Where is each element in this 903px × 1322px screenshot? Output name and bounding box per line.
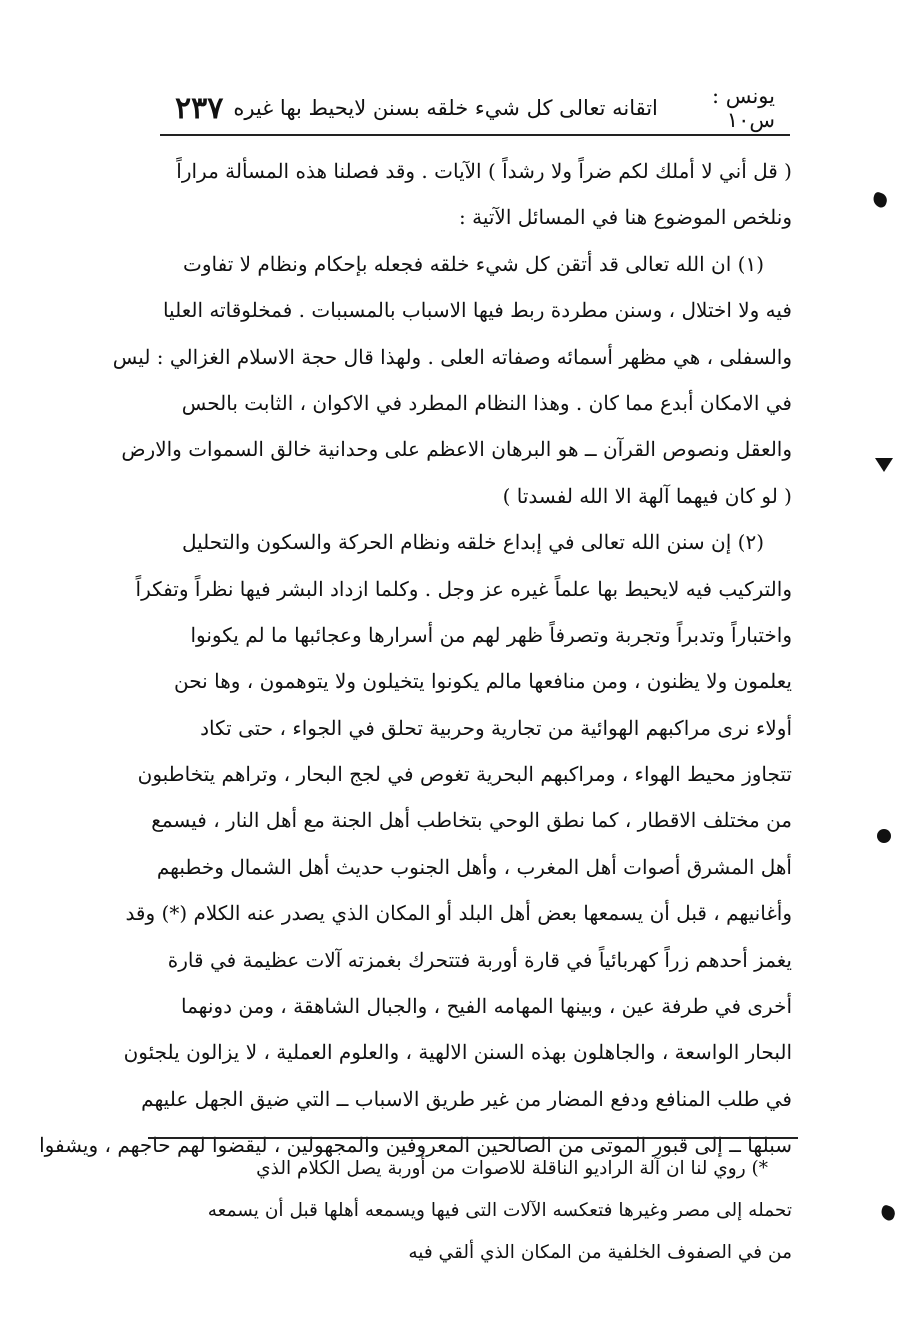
header-title: اتقانه تعالى كل شيء خلقه بسنن لايحيط بها غيره [233,96,658,120]
body-line: يعلمون ولا يظنون ، ومن منافعها مالم يكونوا يتخيلون ولا يتوهمون ، وها نحن [174,669,792,694]
page-number: ٢٣٧ [175,90,224,126]
footnote-rule [148,1137,798,1139]
body-line: تتجاوز محيط الهواء ، ومراكبهم البحرية تغوص في لجج البحار ، وتراهم يتخاطبون [137,762,792,787]
body-line: (٢) إن سنن الله تعالى في إبداع خلقه ونظام الحركة والسكون والتحليل [181,530,764,555]
footnote [160,1148,792,1274]
body-line: في طلب المنافع ودفع المضار من غير طريق الاسباب ــ التي ضيق الجهل عليهم [141,1086,792,1111]
body-line: فيه ولا اختلال ، وسنن مطردة ربط فيها الاسباب بالمسببات . فمخلوقاته العليا [162,298,792,323]
footnote-line: من في الصفوف الخلفية من المكان الذي ألقي فيه [408,1242,792,1263]
ink-spot-mark [875,458,893,472]
header-surah: يونس : س١٠ [711,84,775,132]
header-rule [160,134,790,136]
body-line: واختباراً وتدبراً وتجربة وتصرفاً ظهر لهم من أسرارها وعجائبها ما لم يكونوا [190,622,792,647]
body-text [39,148,792,1169]
body-line: أهل المشرق أصوات أهل المغرب ، وأهل الجنوب حديث أهل الشمال وخطبهم [156,854,792,879]
body-line: يغمز أحدهم زراً كهربائياً في قارة أوربة فتتحرك بغمزته آلات عظيمة في قارة [167,947,792,972]
body-line: وأغانيهم ، قبل أن يسمعها بعض أهل البلد أو المكان الذي يصدر عنه الكلام (*) وقد [125,901,792,926]
body-line: البحار الواسعة ، والجاهلون بهذه السنن الالهية ، والعلوم العملية ، لا يزالون يلجئون [123,1040,792,1065]
footnote-line: تحمله إلى مصر وغيرها فتعكسه الآلات التى فيها ويسمعه أهلها قبل أن يسمعه [207,1200,792,1221]
body-line: ( لو كان فيهما آلهة الا الله لفسدتا ) [502,483,792,508]
body-line: والتركيب فيه لايحيط بها علماً غيره عز وجل . وكلما ازداد البشر فيها نظراً وتفكراً [135,576,792,601]
body-line: أولاء نرى مراكبهم الهوائية من تجارية وحربية تحلق في الجواء ، حتى تكاد [200,715,792,740]
ink-spot-mark [879,1204,897,1222]
footnote-line: *) روي لنا ان آلة الراديو الناقلة للاصوات من أوربة يصل الكلام الذي [256,1158,768,1179]
ink-spot-mark [877,829,891,843]
body-line: والعقل ونصوص القرآن ــ هو البرهان الاعظم على وحدانية خالق السموات والارض [121,437,792,462]
body-line: في الامكان أبدع مما كان . وهذا النظام المطرد في الاكوان ، الثابت بالحس [181,390,792,415]
body-line: والسفلى ، هي مظهر أسمائه وصفاته العلى . ولهذا قال حجة الاسلام الغزالي : ليس [112,344,792,369]
body-line: ( قل أني لا أملك لكم ضراً ولا رشداً ) الآيات . وقد فصلنا هذه المسألة مراراً [176,159,792,183]
body-line: (١) ان الله تعالى قد أتقن كل شيء خلقه فجعله بإحكام ونظام لا تفاوت [183,251,764,276]
body-line: أخرى في طرفة عين ، وبينها المهامه الفيح ، والجبال الشاهقة ، ومن دونهما [180,994,792,1019]
body-line: ونلخص الموضوع هنا في المسائل الآتية : [459,205,792,230]
body-line: من مختلف الاقطار ، كما نطق الوحي بتخاطب أهل الجنة مع أهل النار ، فيسمع [151,808,792,833]
ink-spot-mark [871,191,889,209]
body-line: سبلها ــ إلى قبور الموتى من الصالحين المعروفين والمجهولين ، ليقضوا لهم حاجهم ، ويشفوا [39,1133,792,1158]
running-header [175,84,775,132]
